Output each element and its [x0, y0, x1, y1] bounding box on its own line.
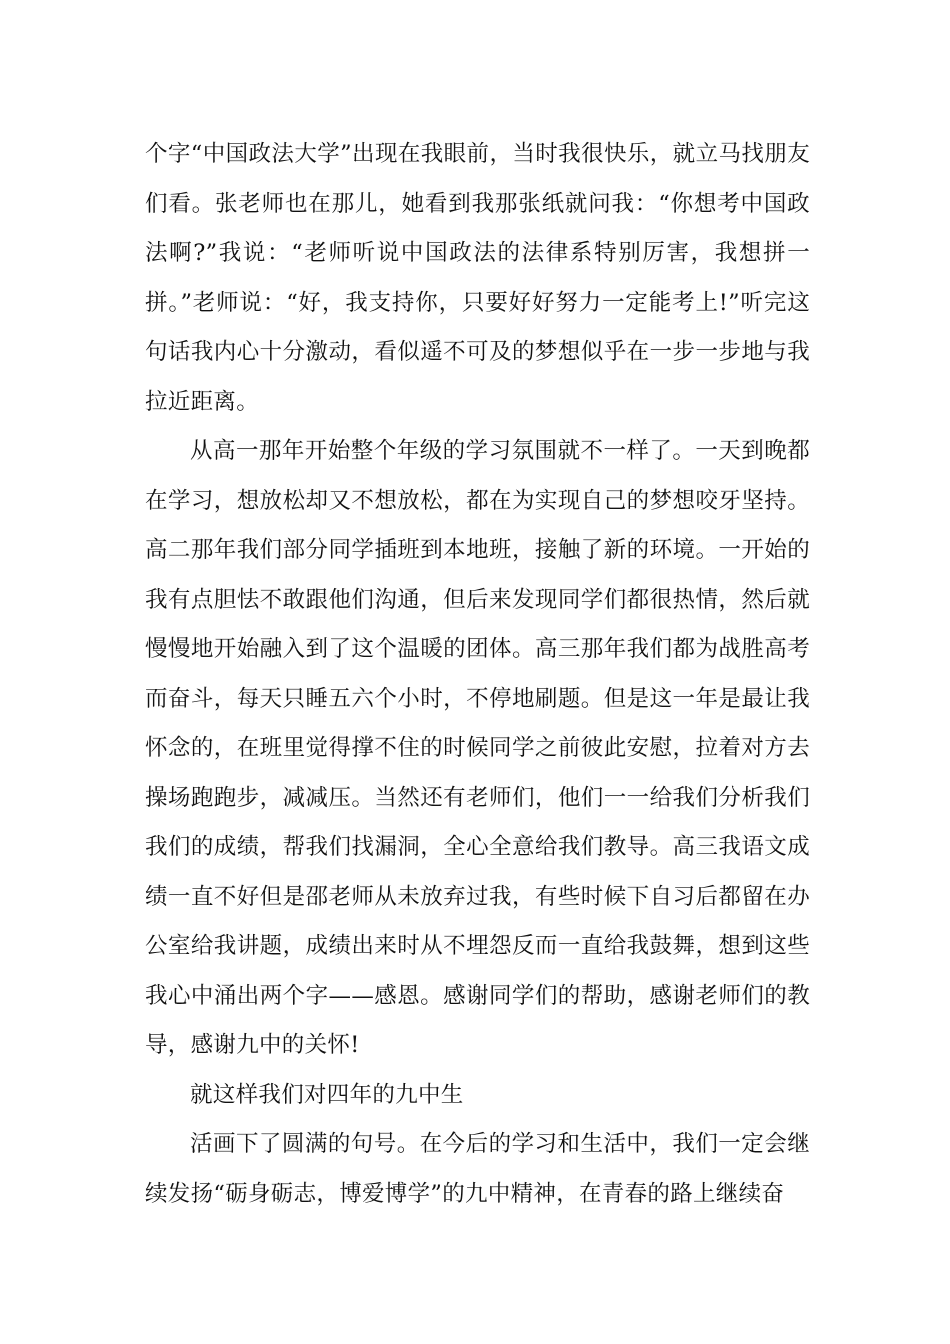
document-body: [145, 130, 810, 1219]
paragraph-4: 活画下了圆满的句号。在今后的学习和生活中，我们一定会继续发扬“砺身砺志，博爱博学”的九中精神，在青春的路上继续奋: [145, 1131, 810, 1207]
paragraph-1: 个字“中国政法大学”出现在我眼前，当时我很快乐，就立马找朋友们看。张老师也在那儿，她看到我那张纸就问我：“你想考中国政法啊?”我说：“老师听说中国政法的法律系特别厉害，我想拼一拼。”老师说：“好，我支持你，只要好好努力一定能考上!”听完这句话我内心十分激动，看似遥不可及的梦想似乎在一步一步地与我拉近距离。: [145, 141, 810, 415]
paragraph-2: 从高一那年开始整个年级的学习氛围就不一样了。一天到晚都在学习，想放松却又不想放松，都在为实现自己的梦想咬牙坚持。高二那年我们部分同学插班到本地班，接触了新的环境。一开始的我有点胆怯不敢跟他们沟通，但后来发现同学们都很热情，然后就慢慢地开始融入到了这个温暖的团体。高三那年我们都为战胜高考而奋斗，每天只睡五六个小时，不停地刷题。但是这一年是最让我怀念的，在班里觉得撑不住的时候同学之前彼此安慰，拉着对方去操场跑跑步，减减压。当然还有老师们，他们一一给我们分析我们我们的成绩，帮我们找漏洞，全心全意给我们教导。高三我语文成绩一直不好但是邵老师从未放弃过我，有些时候下自习后都留在办公室给我讲题，成绩出来时从不埋怨反而一直给我鼓舞，想到这些我心中涌出两个字——感恩。感谢同学们的帮助，感谢老师们的教导，感谢九中的关怀!: [145, 438, 810, 1058]
paragraph-3: 就这样我们对四年的九中生: [190, 1081, 464, 1108]
